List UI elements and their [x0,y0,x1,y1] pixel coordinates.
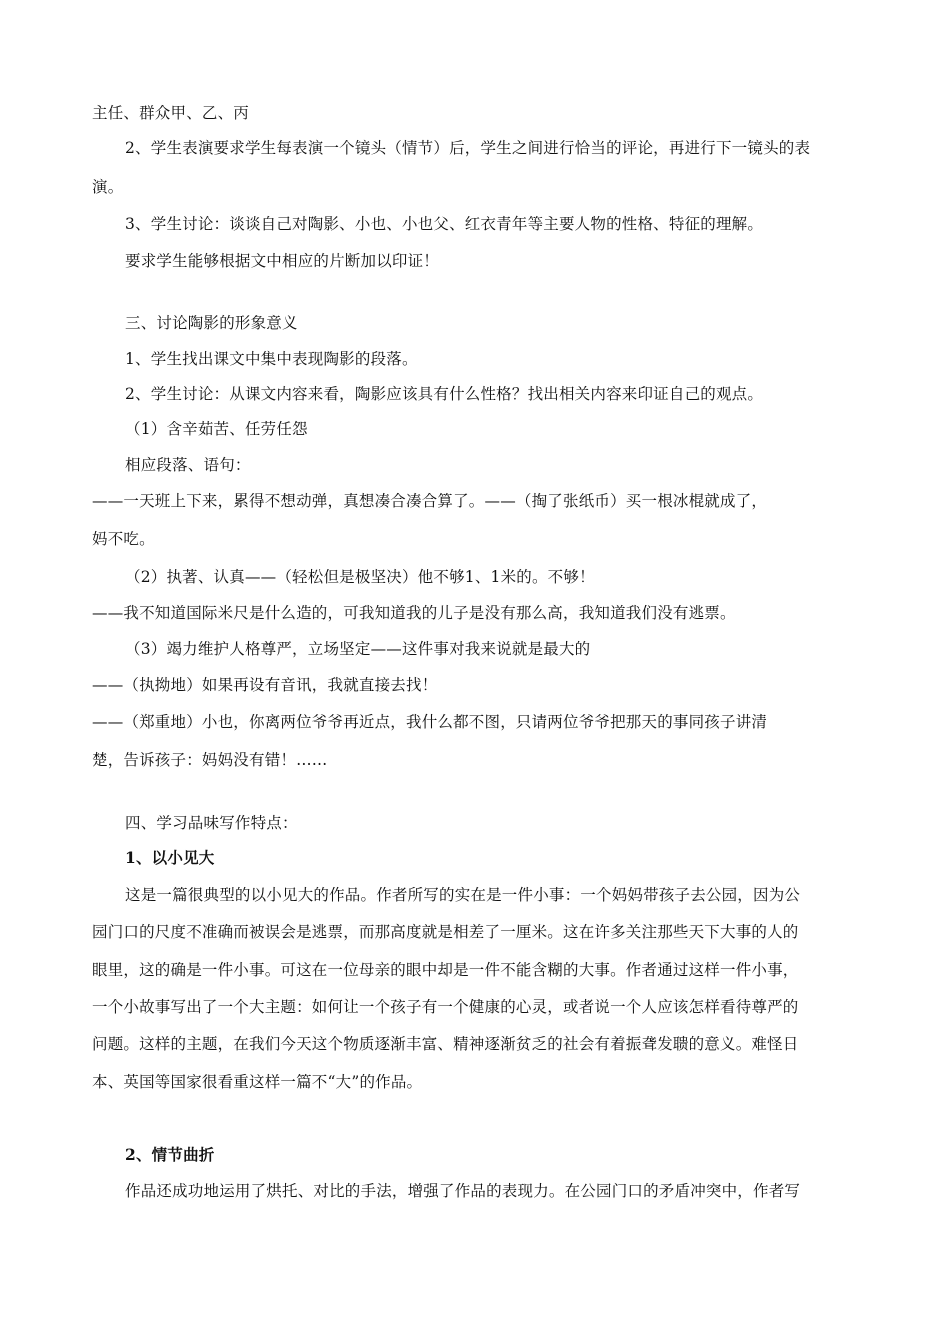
text-line: 3、学生讨论：谈谈自己对陶影、小也、小也父、红衣青年等主要人物的性格、特征的理解。 [125,215,764,233]
text-line: 2、学生讨论：从课文内容来看，陶影应该具有什么性格？找出相关内容来印证自己的观点。 [125,385,764,403]
text-line: 妈不吃。 [92,530,155,548]
text-line: 1、学生找出课文中集中表现陶影的段落。 [125,350,418,368]
text-line: 主任、群众甲、乙、丙 [92,104,250,122]
section-heading: 四、学习品味写作特点： [125,814,298,832]
text-line: ——一天班上下来，累得不想动弹，真想凑合凑合算了。——（掏了张纸币）买一根冰棍就成了， [92,492,768,510]
text-line: 作品还成功地运用了烘托、对比的手法，增强了作品的表现力。在公园门口的矛盾冲突中，作者写 [125,1182,801,1200]
text-line: 要求学生能够根据文中相应的片断加以印证！ [125,252,440,270]
text-line: 问题。这样的主题，在我们今天这个物质逐渐丰富、精神逐渐贫乏的社会有着振聋发聩的意义。难怪日 [92,1035,799,1053]
text-line: （1）含辛茹苦、任劳任怨 [125,420,308,438]
text-line: 2、学生表演要求学生每表演一个镜头（情节）后，学生之间进行恰当的评论，再进行下一镜头的表 [125,139,811,157]
text-line: ——（执拗地）如果再设有音讯，我就直接去找！ [92,676,438,694]
text-line: 眼里，这的确是一件小事。可这在一位母亲的眼中却是一件不能含糊的大事。作者通过这样一件小事， [92,961,799,979]
text-line: 一个小故事写出了一个大主题：如何让一个孩子有一个健康的心灵，或者说一个人应该怎样看待尊严的 [92,998,799,1016]
text-line: 楚，告诉孩子：妈妈没有错！…… [92,751,328,769]
subsection-heading: 1、以小见大 [125,848,215,867]
text-line: （2）执著、认真——（轻松但是极坚决）他不够1、1米的。不够！ [125,568,595,586]
text-line: 演。 [92,178,124,196]
text-line: 这是一篇很典型的以小见大的作品。作者所写的实在是一件小事：一个妈妈带孩子去公园，因为公 [125,886,801,904]
text-line: 本、英国等国家很看重这样一篇不“大”的作品。 [92,1073,423,1091]
text-line: ——我不知道国际米尺是什么造的，可我知道我的儿子是没有那么高，我知道我们没有逃票。 [92,604,736,622]
section-heading: 三、讨论陶影的形象意义 [125,314,298,332]
subsection-heading: 2、情节曲折 [125,1145,215,1164]
text-line: 园门口的尺度不准确而被误会是逃票，而那高度就是相差了一厘米。这在许多关注那些天下大事的人的 [92,923,799,941]
text-line: 相应段落、语句： [125,456,251,474]
text-line: （3）竭力维护人格尊严，立场坚定——这件事对我来说就是最大的 [125,640,591,658]
text-line: ——（郑重地）小也，你离两位爷爷再近点，我什么都不图，只请两位爷爷把那天的事同孩子讲清 [92,713,768,731]
